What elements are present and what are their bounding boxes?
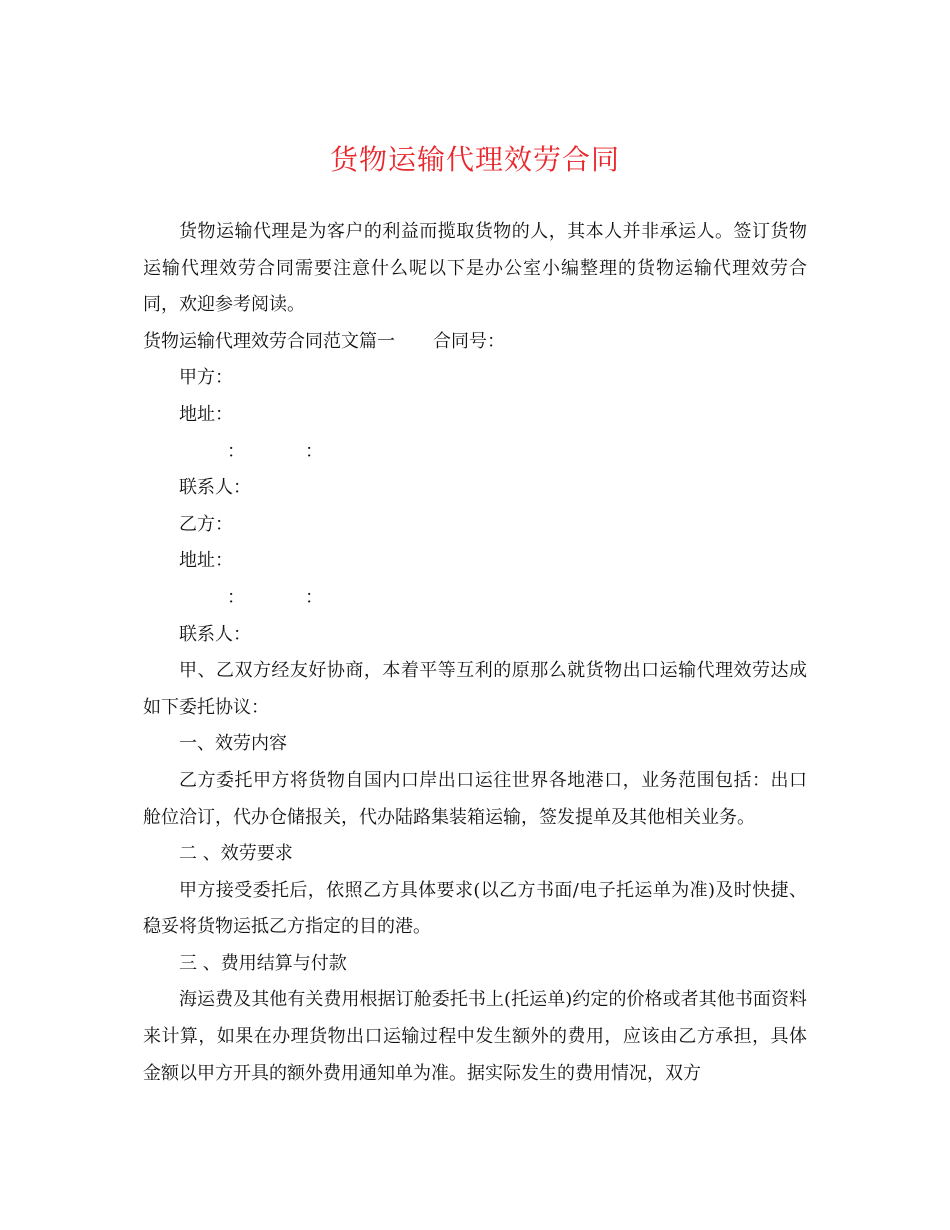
section-1-text: 乙方委托甲方将货物自国内口岸出口运往世界各地港口，业务范围包括：出口舱位洽订，代办仓储报关，代办陆路集装箱运输，签发提单及其他相关业务。 bbox=[143, 769, 807, 828]
section-1-heading: 一、效劳内容 bbox=[179, 733, 287, 755]
party-a-colon-2: ： bbox=[305, 440, 323, 462]
party-a-contact-label: 联系人： bbox=[179, 477, 251, 499]
party-a-label: 甲方： bbox=[179, 367, 233, 389]
document-title: 货物运输代理效劳合同 bbox=[329, 143, 620, 176]
contract-number-label: 合同号： bbox=[433, 330, 505, 352]
section-3-heading: 三 、费用结算与付款 bbox=[179, 952, 347, 974]
section-2-text: 甲方接受委托后，依照乙方具体要求(以乙方书面/电子托运单为准)及时快捷、稳妥将货物运抵乙方指定的目的港。 bbox=[143, 879, 807, 938]
section-3-text: 海运费及其他有关费用根据订舱委托书上(托运单)约定的价格或者其他书面资料来计算，如果在办理货物出口运输过程中发生额外的费用，应该由乙方承担，具体金额以甲方开具的额外费用通知单为准。据实际发生的费用情况，双方 bbox=[143, 989, 807, 1084]
document-body bbox=[143, 214, 807, 1092]
party-a-address-label: 地址： bbox=[179, 403, 233, 425]
party-b-address-label: 地址： bbox=[179, 550, 233, 572]
intro-paragraph: 货物运输代理是为客户的利益而揽取货物的人，其本人并非承运人。签订货物运输代理效劳合同需要注意什么呢以下是办公室小编整理的货物运输代理效劳合同，欢迎参考阅读。 bbox=[143, 221, 807, 316]
party-a-contact-colons bbox=[143, 434, 807, 471]
party-b-contact-label: 联系人： bbox=[179, 623, 251, 645]
party-b-label: 乙方： bbox=[179, 513, 233, 535]
party-b-colon-2: ： bbox=[305, 586, 323, 608]
party-b-contact-colons bbox=[143, 580, 807, 617]
party-b-colon-1: ： bbox=[227, 586, 245, 608]
sample-heading: 货物运输代理效劳合同范文篇一 bbox=[143, 330, 395, 352]
sample-heading-line bbox=[143, 324, 807, 361]
section-2-heading: 二 、效劳要求 bbox=[179, 843, 293, 865]
preamble-paragraph: 甲、乙双方经友好协商，本着平等互利的原那么就货物出口运输代理效劳达成如下委托协议： bbox=[143, 660, 807, 718]
party-a-colon-1: ： bbox=[227, 440, 245, 462]
